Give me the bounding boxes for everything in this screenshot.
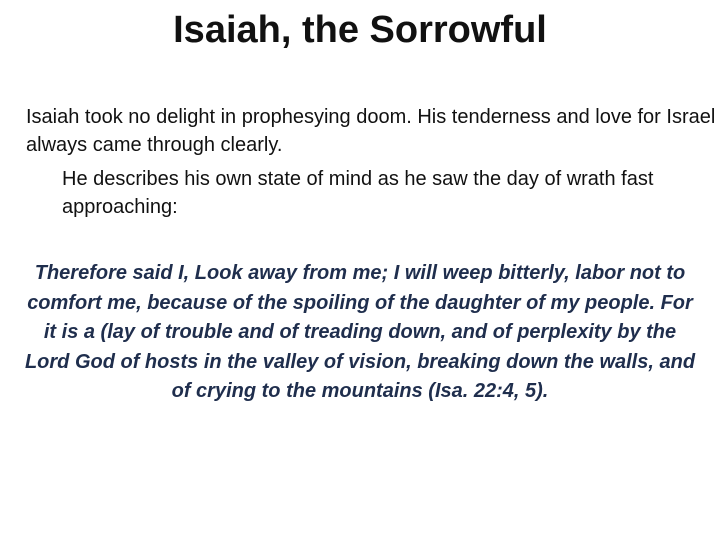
scripture-quote: Therefore said I, Look away from me; I will weep bitterly, labor not to comfort me, because of the spoiling of the daughter of my people. For it is a (lay of trouble and of treading down, and of perplexity by the Lord God of hosts in the valley of vision, breaking down the walls, and of crying to the mountains (Isa. 22:4, 5). <box>24 262 696 402</box>
state-of-mind-paragraph: He describes his own state of mind as he saw the day of wrath fast approaching: <box>62 168 654 218</box>
intro-paragraph: Isaiah took no delight in prophesying doom. His tenderness and love for Israel always came through clearly. <box>26 106 716 156</box>
slide-title: Isaiah, the Sorrowful <box>173 9 547 51</box>
